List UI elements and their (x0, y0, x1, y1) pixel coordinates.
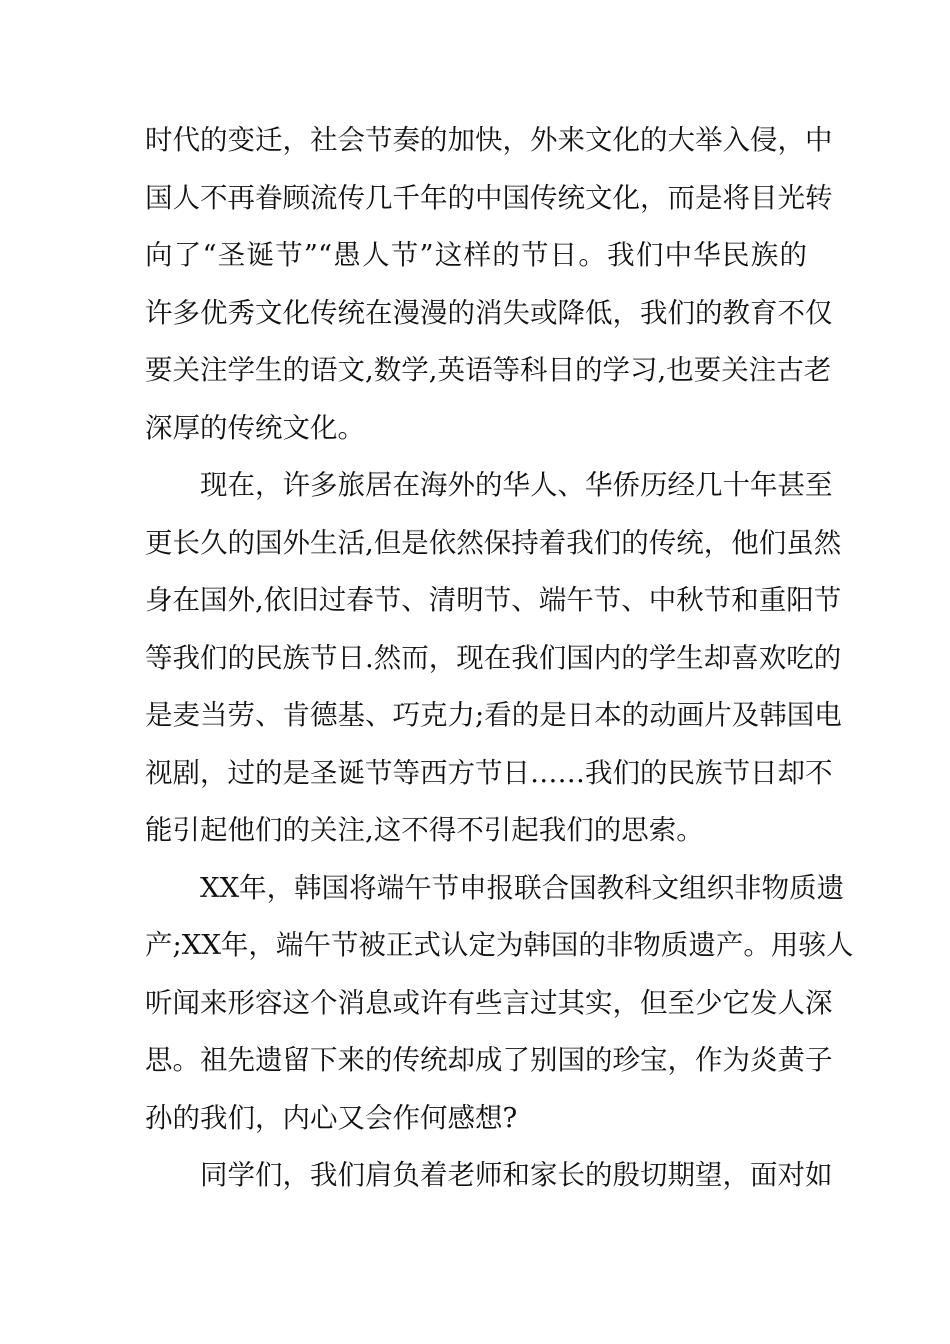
text-line: 深厚的传统文化。 (145, 411, 365, 444)
text-line: 是麦当劳、肯德基、巧克力;看的是日本的动画片及韩国电 (145, 699, 842, 731)
text-line: 现在，许多旅居在海外的华人、华侨历经几十年甚至 (200, 469, 833, 501)
paragraph-1 (145, 112, 833, 457)
text-line: 能引起他们的关注,这不得不引起我们的思索。 (145, 814, 704, 846)
text-line: 产;XX年，端午节被正式认定为韩国的非物质遗产。用骇人 (145, 929, 854, 961)
text-line: 同学们，我们肩负着老师和家长的殷切期望，面对如 (200, 1159, 833, 1191)
text-line: 思。祖先遗留下来的传统却成了别国的珍宝，作为炎黄子 (145, 1044, 833, 1076)
paragraph-4 (145, 1147, 833, 1205)
text-line: 更长久的国外生活,但是依然保持着我们的传统，他们虽然 (145, 526, 842, 559)
document-page (145, 112, 854, 1205)
text-line: 视剧，过的是圣诞节等西方节日……我们的民族节日却不 (145, 756, 833, 789)
text-line: 许多优秀文化传统在漫漫的消失或降低，我们的教育不仅 (145, 296, 833, 329)
text-line: 国人不再眷顾流传几千年的中国传统文化，而是将目光转 (145, 181, 833, 214)
text-line: 孙的我们，内心又会作何感想? (145, 1101, 518, 1134)
paragraph-2 (145, 457, 842, 860)
text-line: 向了“圣诞节”“愚人节”这样的节日。我们中华民族的 (145, 239, 807, 271)
paragraph-3 (145, 860, 854, 1148)
text-line: 要关注学生的语文,数学,英语等科目的学习,也要关注古老 (145, 354, 832, 386)
text-line: 身在国外,依旧过春节、清明节、端午节、中秋节和重阳节 (145, 584, 842, 616)
text-line: 听闻来形容这个消息或许有些言过其实，但至少它发人深 (145, 986, 833, 1019)
text-line: XX年，韩国将端午节申报联合国教科文组织非物质遗 (200, 871, 845, 904)
text-line: 等我们的民族节日.然而，现在我们国内的学生却喜欢吃的 (145, 641, 842, 674)
text-line: 时代的变迁，社会节奏的加快，外来文化的大举入侵，中 (145, 124, 833, 156)
